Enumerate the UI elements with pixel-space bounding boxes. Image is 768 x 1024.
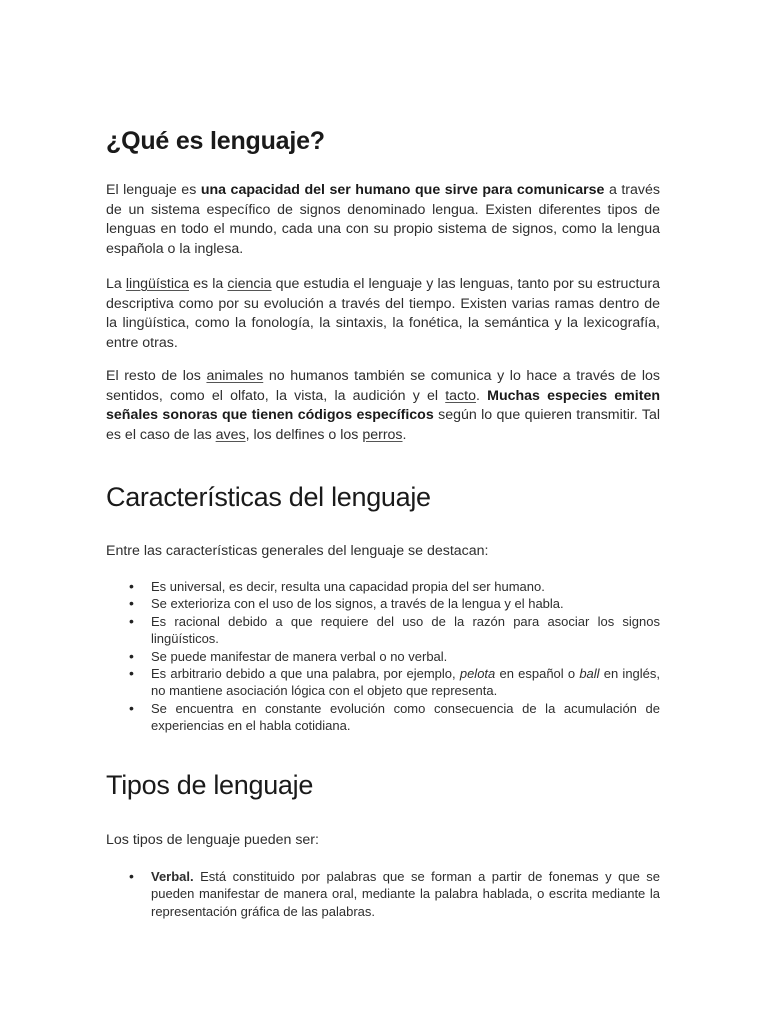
text-run: a través de un sistema específico de signos denominado lengua. Existen diferentes tipos de lenguas en todo el mundo, cada una con su propio sistema de signos, como la lengua española o la inglesa. bbox=[106, 182, 660, 257]
list-tipos bbox=[106, 868, 660, 920]
list-item bbox=[106, 868, 660, 920]
intro-caracteristicas: Entre las características generales del lenguaje se destacan: bbox=[106, 543, 489, 559]
text-run: Es arbitrario debido a que una palabra, por ejemplo, bbox=[151, 666, 460, 682]
bold-especies: Muchas especies emiten señales sonoras que tienen códigos específicos bbox=[106, 387, 660, 423]
list-item: • Se encuentra en constante evolución como consecuencia de la acumulación de experiencias en el habla cotidiana. bbox=[106, 700, 660, 735]
text-run: La bbox=[106, 276, 126, 292]
link-animales[interactable]: animales bbox=[206, 368, 264, 384]
text-run: en inglés, no mantiene asociación lógica con el objeto que representa. bbox=[151, 666, 661, 699]
list-item: • Es universal, es decir, resulta una capacidad propia del ser humano. bbox=[106, 578, 660, 595]
link-linguistica[interactable]: lingüística bbox=[125, 276, 189, 292]
text-run: no humanos también se comunica y lo hace a través de los sentidos, como el olfato, la vista, la audición y el bbox=[106, 368, 661, 404]
list-item: • Se exterioriza con el uso de los signos, a través de la lengua y el habla. bbox=[106, 595, 660, 612]
paragraph-linguistics bbox=[106, 275, 660, 353]
link-ciencia[interactable]: ciencia bbox=[227, 276, 272, 292]
heading-tipos: Tipos de lenguaje bbox=[106, 770, 314, 800]
list-item: • Es racional debido a que requiere del uso de la razón para asociar los signos lingüísticos. bbox=[106, 613, 660, 648]
link-perros[interactable]: perros bbox=[362, 426, 403, 443]
list-item: • Se puede manifestar de manera verbal o no verbal. bbox=[106, 648, 660, 665]
text-run: Está constituido por palabras que se forman a partir de fonemas y que se pueden manifestar de manera oral, mediante la palabra hablada, o escrita mediante la representación gráfica de las palabras. bbox=[151, 869, 660, 919]
text-run: El lenguaje es bbox=[106, 182, 201, 198]
text-run: en español o bbox=[495, 666, 580, 682]
paragraph-definition bbox=[106, 181, 660, 259]
bold-definition: una capacidad del ser humano que sirve para comunicarse bbox=[200, 182, 605, 198]
text-run: El resto de los bbox=[106, 368, 207, 384]
text-run: , los delfines o los bbox=[245, 426, 363, 443]
text-run: . bbox=[475, 387, 488, 404]
italic-pelota: pelota bbox=[459, 666, 496, 682]
italic-ball: ball bbox=[579, 666, 600, 682]
paragraph-animals bbox=[106, 367, 660, 445]
list-caracteristicas bbox=[106, 578, 660, 735]
intro-tipos: Los tipos de lenguaje pueden ser: bbox=[106, 832, 319, 848]
heading-caracteristicas: Características del lenguaje bbox=[106, 482, 431, 512]
text-run: . bbox=[402, 426, 407, 443]
heading-que-es-lenguaje: ¿Qué es lenguaje? bbox=[106, 127, 325, 155]
bold-verbal: Verbal. bbox=[151, 869, 194, 884]
link-aves[interactable]: aves bbox=[215, 426, 246, 443]
text-run: es la bbox=[189, 276, 228, 292]
link-tacto[interactable]: tacto bbox=[445, 387, 476, 404]
text-run: que estudia el lenguaje y las lenguas, tanto por su estructura descriptiva como por su evolución a través del tiempo. Existen varias ramas dentro de la lingüística, como la fonología, la sintaxis, la fonética, la semántica y la lexicografía, entre otras. bbox=[106, 276, 660, 351]
text-run: según lo que quieren transmitir. Tal es el caso de las bbox=[106, 407, 660, 443]
list-item bbox=[106, 665, 660, 700]
